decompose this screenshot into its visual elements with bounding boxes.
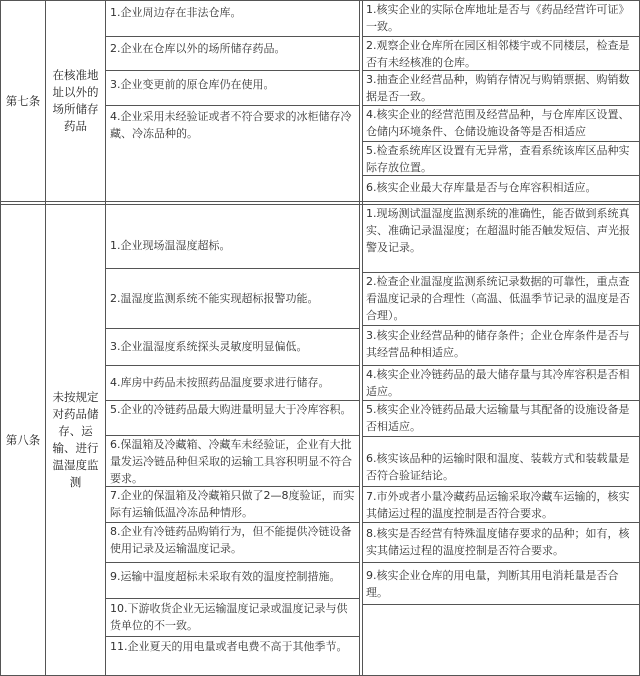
- a8-check-line-9: [362, 604, 639, 605]
- a8-issue-line-2: [105, 328, 359, 329]
- a8-check-line-8: [362, 562, 639, 563]
- a7-category-label: 在核准地址以外的场所储存药品: [52, 68, 99, 133]
- a8-issue-line-10: [105, 636, 359, 637]
- a8-issue-1: 1.企业现场温湿度超标。: [110, 239, 231, 252]
- a8-issue-6: 6.保温箱及冷藏箱、冷藏车未经验证，企业有大批量发运冷链品种但采取的运输工具容积明显不符合要求。: [110, 438, 352, 485]
- a8-check-line-5: [362, 436, 639, 437]
- a8-issue-3: 3.企业温湿度系统探头灵敏度明显偏低。: [110, 340, 308, 353]
- a7-issue-line-2: [105, 70, 359, 71]
- a7-article-label: 第七条: [5, 93, 41, 108]
- a8-issue-11: 11.企业夏天的用电量或者电费不高于其他季节。: [110, 640, 348, 653]
- a7-check-5: 5.检查系统库区设置有无异常，查看系统该库区品种实际存放位置。: [366, 144, 630, 174]
- a8-check-9: 9.核实企业仓库的用电量，判断其用电消耗量是否合理。: [366, 569, 619, 599]
- a8-category-label: 未按规定对药品储存、运输、进行温湿度监测: [52, 390, 99, 489]
- col-divider-2: [105, 0, 106, 676]
- a8-check-4: 4.核实企业冷链药品的最大储存量与其冷库容积是否相适应。: [366, 368, 630, 398]
- a8-issue-line-9: [105, 598, 359, 599]
- a8-check-7: 7.市外或者小量冷藏药品运输采取冷藏车运输的，核实其储运过程的温度控制是否符合要求。: [366, 490, 630, 520]
- a7-issue-4: 4.企业采用未经验证或者不符合要求的冰柜储存冷藏、冷冻品种的。: [110, 110, 352, 140]
- a8-check-2: 2.检查企业温湿度监测系统记录数据的可靠性，重点查看温度记录的合理性（高温、低温季节记录的温度是否合理）。: [366, 275, 630, 322]
- a7-issue-2: 2.企业在仓库以外的场所储存药品。: [110, 42, 286, 55]
- a7-check-4: 4.核实企业的经营范围及经营品种，与仓库库区设置、仓储内环境条件、仓储设施设备等是否相适应: [366, 108, 630, 138]
- a8-article-label: 第八条: [5, 432, 41, 447]
- a8-check-5: 5.核实企业冷链药品最大运输量与其配备的设施设备是否相适应。: [366, 403, 630, 433]
- a8-issue-10: 10.下游收货企业无运输温度记录或温度记录与供货单位的不一致。: [110, 602, 348, 632]
- a8-check-3: 3.核实企业经营品种的储存条件；企业仓库条件是否与其经营品种相适应。: [366, 329, 630, 359]
- a7-issue-line-3: [105, 105, 359, 106]
- col-divider-1: [45, 0, 46, 676]
- article-separator-a: [0, 201, 640, 202]
- a7-check-2: 2.观察企业仓库所在园区相邻楼宇或不同楼层，检查是否有未经核准的仓库。: [366, 39, 630, 69]
- a7-issue-line-1: [105, 36, 359, 37]
- col-divider-3b: [362, 0, 363, 676]
- a8-check-8: 8.核实是否经营有特殊温度储存要求的品种；如有，核实其储运过程的温度控制是否符合要求。: [366, 527, 630, 557]
- a8-check-6: 6.核实该品种的运输时限和温度、装载方式和装载量是否符合验证结论。: [366, 452, 630, 482]
- a8-check-1: 1.现场测试温湿度监测系统的准确性，能否做到系统真实、准确记录温湿度；在超温时能否触发短信、声光报警及记录。: [366, 207, 630, 254]
- a8-check-line-6: [362, 486, 639, 487]
- a7-issue-1: 1.企业周边存在非法仓库。: [110, 6, 242, 19]
- a8-issue-line-8: [105, 562, 359, 563]
- a8-issue-4: 4.库房中药品未按照药品温度要求进行储存。: [110, 376, 330, 389]
- a7-check-line-5: [362, 175, 639, 176]
- a8-issue-8: 8.企业有冷链药品购销行为，但不能提供冷链设备使用记录及运输温度记录。: [110, 525, 352, 555]
- a8-check-line-2: [362, 325, 639, 326]
- a8-issue-2: 2.温湿度监测系统不能实现超标报警功能。: [110, 292, 319, 305]
- a8-issue-7: 7.企业的保温箱及冷藏箱只做了2—8度验证，而实际有运输低温冷冻品种情形。: [110, 489, 355, 519]
- a7-check-6: 6.核实企业最大存库量是否与仓库容积相适应。: [366, 181, 597, 194]
- a8-issue-9: 9.运输中温度超标未采取有效的温度控制措施。: [110, 570, 341, 583]
- col-divider-3a: [359, 0, 360, 676]
- a7-check-3: 3.抽查企业经营品种，购销存情况与购销票据、购销数据是否一致。: [366, 73, 630, 103]
- a8-issue-line-3: [105, 365, 359, 366]
- a8-check-line-7: [362, 522, 639, 523]
- a7-issue-3: 3.企业变更前的原仓库仍在使用。: [110, 78, 275, 91]
- a7-check-1: 1.核实企业的实际仓库地址是否与《药品经营许可证》一致。: [366, 3, 630, 33]
- a8-issue-line-1: [105, 268, 359, 269]
- a8-issue-5: 5.企业的冷链药品最大购进量明显大于冷库容积。: [110, 403, 352, 416]
